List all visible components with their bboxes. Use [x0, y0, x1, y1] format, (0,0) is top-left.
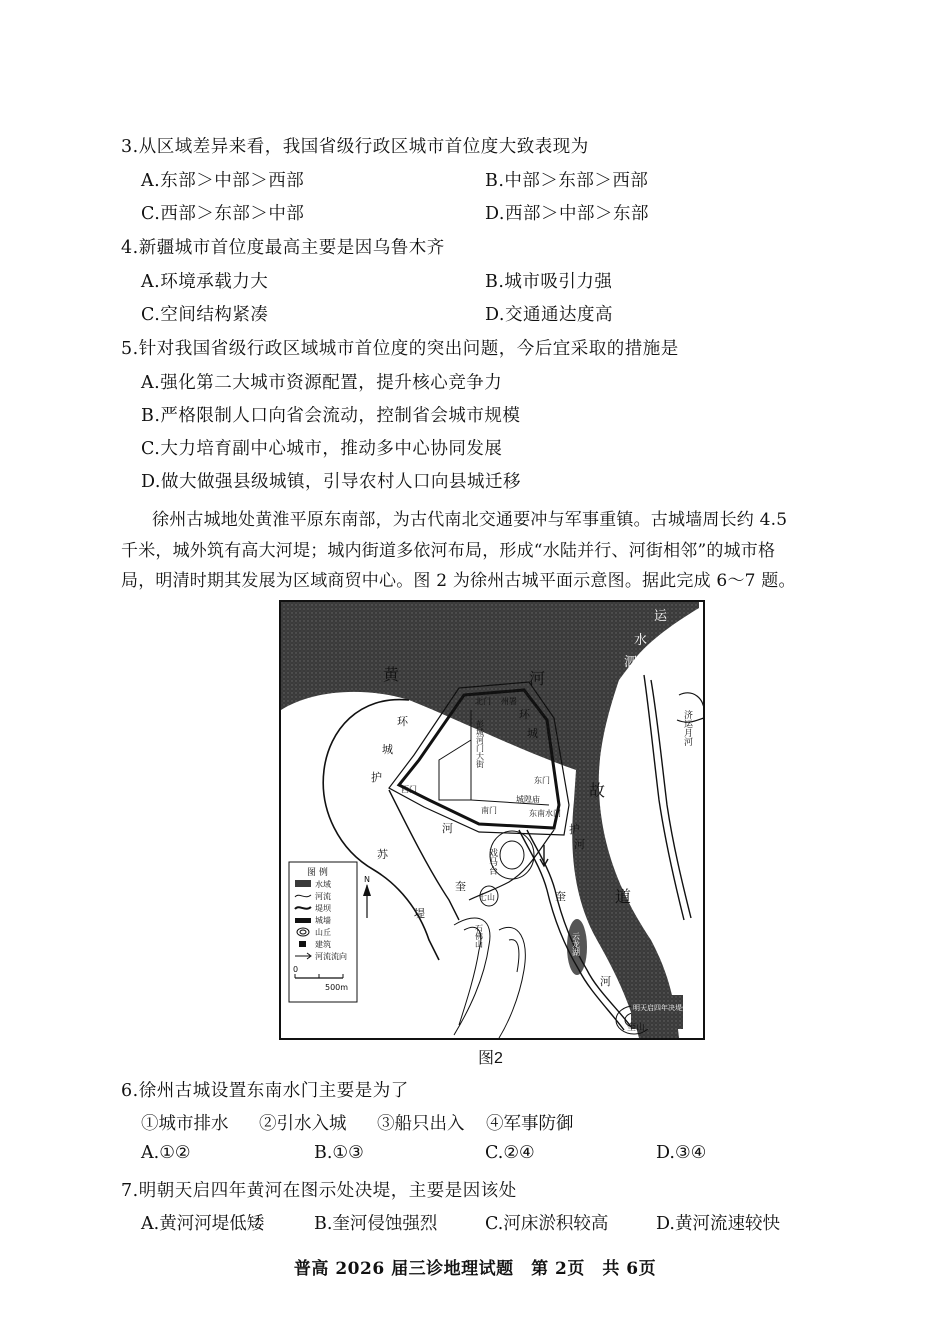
legend-title: 图 例	[307, 868, 328, 878]
question-6-statement-2: ②引水入城	[259, 1114, 347, 1134]
question-3-option-d[interactable]: D.西部＞中部＞东部	[485, 204, 649, 224]
legend-item-river: 河流	[315, 892, 331, 901]
question-5-option-d[interactable]: D.做大做强县级城镇，引导农村人口向县城迁移	[141, 472, 521, 492]
question-6-statement-3: ③船只出入	[377, 1114, 465, 1134]
question-5-option-b[interactable]: B.严格限制人口向省会流动，控制省会城市规模	[141, 406, 521, 426]
figure-caption: 图2	[478, 1050, 503, 1067]
question-4-option-d[interactable]: D.交通通达度高	[485, 305, 613, 325]
label-southeast-water-gate: 东南水门	[529, 809, 561, 818]
label-huan-2: 环	[519, 708, 530, 721]
label-jiyun-canal: 济运月河	[682, 710, 692, 746]
label-huang: 黄	[383, 665, 400, 684]
label-breach: 明天启四年决堤处	[633, 1004, 689, 1012]
passage-line-2: 千米，城外筑有高大河堤；城内街道多依河布局，形成“水陆并行、河街相邻”的城市格	[121, 541, 776, 561]
label-huan: 环	[397, 715, 408, 728]
svg-text:N: N	[364, 875, 370, 884]
question-7-option-d[interactable]: D.黄河流速较快	[656, 1214, 780, 1234]
question-6-option-a[interactable]: A.①②	[141, 1143, 191, 1163]
question-5-option-a[interactable]: A.强化第二大城市资源配置，提升核心竞争力	[141, 373, 503, 393]
legend-water-swatch	[295, 880, 311, 887]
label-shifo-shan: 石佛山	[474, 924, 484, 948]
question-6-option-b[interactable]: B.①③	[314, 1143, 364, 1163]
label-shui: 水	[634, 633, 648, 648]
label-south-gate: 南门	[481, 806, 497, 815]
question-7-stem: 7.明朝天启四年黄河在图示处决堤，主要是因该处	[121, 1181, 517, 1201]
question-7-option-b[interactable]: B.奎河侵蚀强烈	[314, 1214, 438, 1234]
label-dao: 道	[615, 887, 632, 906]
legend-item-flow: 河流流向	[315, 952, 347, 961]
question-6-stem: 6.徐州古城设置东南水门主要是为了	[121, 1081, 409, 1101]
question-4-stem: 4.新疆城市首位度最高主要是因乌鲁木齐	[121, 238, 445, 258]
label-temple: 城隍庙	[516, 795, 540, 804]
question-3-option-c[interactable]: C.西部＞东部＞中部	[141, 204, 305, 224]
label-north-gate: 北门	[475, 697, 491, 706]
label-cheng: 城	[382, 743, 393, 756]
scale-label: 500m	[325, 983, 349, 992]
question-7-option-a[interactable]: A.黄河河堤低矮	[141, 1214, 265, 1234]
question-6-statement-4: ④军事防御	[486, 1114, 574, 1134]
scale-zero: 0	[293, 965, 299, 974]
label-west-gate: 西门	[401, 785, 417, 794]
passage-line-1: 徐州古城地处黄淮平原东南部，为古代南北交通要冲与军事重镇。古城墙周长约 4.5	[152, 510, 788, 530]
question-4-option-a[interactable]: A.环境承载力大	[141, 272, 269, 292]
legend-item-wall: 城墙	[315, 916, 331, 925]
label-east-gate: 东门	[534, 776, 550, 785]
label-he-2: 河	[442, 822, 453, 835]
label-kui-2: 奎	[555, 890, 566, 903]
xuzhou-old-city-map	[279, 600, 705, 1040]
label-hu: 护	[371, 771, 382, 784]
question-5-stem: 5.针对我国省级行政区域城市首位度的突出问题，今后宜采取的措施是	[121, 339, 679, 359]
label-he-3: 河	[600, 975, 611, 988]
legend-item-hill: 山丘	[315, 928, 331, 937]
question-3-stem: 3.从区域差异来看，我国省级行政区城市首位度大致表现为	[121, 137, 589, 157]
label-kui-1: 奎	[455, 880, 466, 893]
label-qi-shan: 七山	[479, 893, 495, 902]
label-cheng-2: 城	[527, 727, 538, 740]
map-legend	[289, 862, 357, 1002]
question-6-option-c[interactable]: C.②④	[485, 1143, 535, 1163]
passage-line-3: 局，明清时期其发展为区域商贸中心。图 2 为徐州古城平面示意图。据此完成 6～7 题。	[121, 571, 796, 591]
question-3-option-b[interactable]: B.中部＞东部＞西部	[485, 171, 649, 191]
label-gu: 故	[589, 781, 606, 800]
question-5-option-c[interactable]: C.大力培育副中心城市，推动多中心协同发展	[141, 439, 503, 459]
question-4-option-c[interactable]: C.空间结构紧凑	[141, 305, 269, 325]
label-he-4: 河	[574, 838, 585, 851]
page-footer: 普高 2026 届三诊地理试题 第 2页 共 6页	[293, 1259, 657, 1279]
question-6-option-d[interactable]: D.③④	[656, 1143, 707, 1163]
question-3-option-a[interactable]: A.东部＞中部＞西部	[141, 171, 305, 191]
label-di: 堤	[414, 907, 425, 920]
question-7-option-c[interactable]: C.河床淤积较高	[485, 1214, 609, 1234]
label-hu-2: 护	[569, 823, 580, 836]
label-jinyun: 运	[654, 609, 668, 624]
legend-item-water: 水域	[315, 880, 331, 889]
label-si: 泗	[624, 655, 638, 670]
label-he: 河	[529, 669, 546, 688]
label-main-street: 彭城河门大街	[475, 720, 485, 768]
label-yunlong-lake: 云龙湖	[571, 932, 581, 956]
question-6-statement-1: ①城市排水	[141, 1114, 229, 1134]
label-kui-shan: 奎山	[627, 1023, 646, 1033]
legend-item-levee: 堤坝	[315, 904, 331, 913]
question-4-option-b[interactable]: B.城市吸引力强	[485, 272, 613, 292]
label-su: 苏	[377, 848, 388, 861]
legend-item-building: 建筑	[315, 940, 331, 949]
label-xima-tai: 戏马台	[487, 848, 497, 875]
label-prefecture: 州署	[501, 697, 517, 706]
